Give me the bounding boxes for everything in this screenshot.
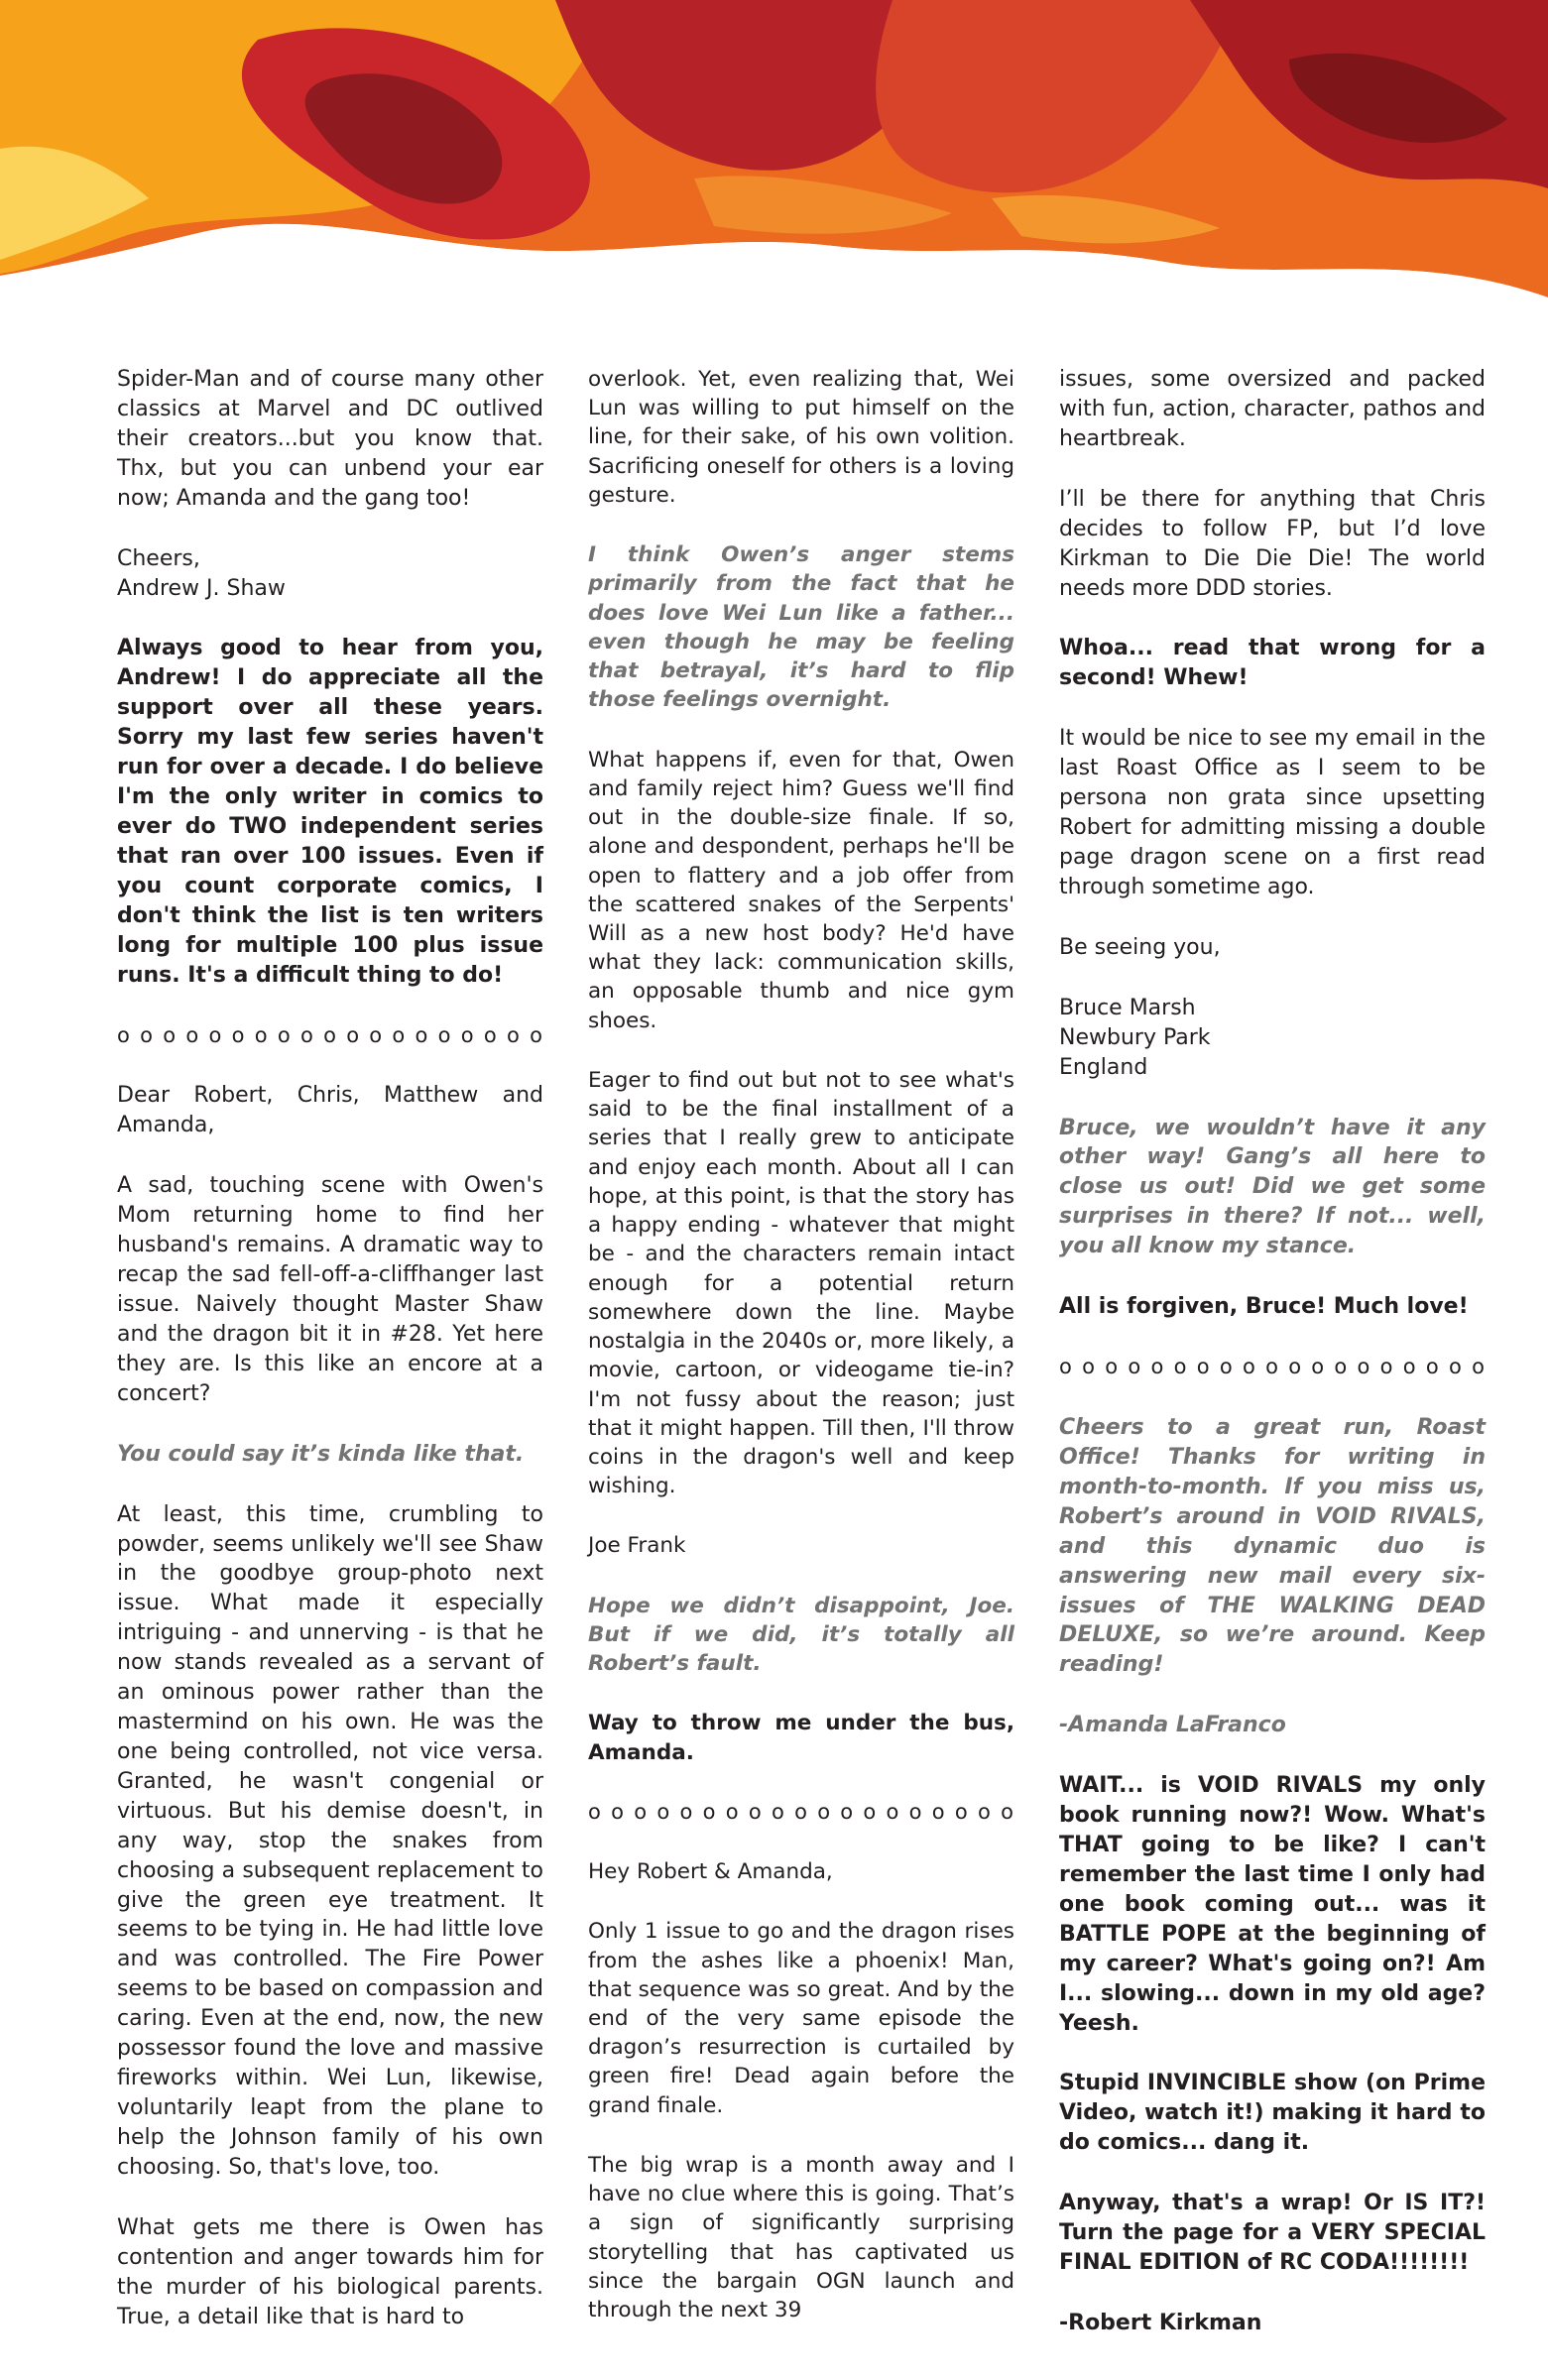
section-separator: o o o o o o o o o o o o o o o o o o o (117, 1022, 543, 1047)
letter-signoff: Be seeing you, (1059, 934, 1221, 960)
signature: Bruce Marsh (1059, 995, 1196, 1020)
editor-reply: I think Owen’s anger stems primarily from the fact that he does love Wei Lun like a father... even though he may be feeling that betrayal, it’s hard to flip those feelings overnight. (588, 542, 1014, 713)
editor-reply: Bruce, we wouldn’t have it any other way! Gang’s all here to close us out! Did we get some surprises in there? If not... well, you all know my stance. (1059, 1115, 1486, 1259)
signature: Joe Frank (588, 1533, 686, 1559)
letter-text: issues, some oversized and packed with fun, action, character, pathos and heartbreak. (1059, 367, 1486, 451)
editor-signature: -Amanda LaFranco (1059, 1713, 1286, 1738)
section-separator: o o o o o o o o o o o o o o o o o o o (588, 1799, 1014, 1824)
signoff-line: Cheers, (117, 545, 200, 571)
letter-text: What gets me there is Owen has contention and anger towards him for the murder of his biological parents. True, a detail like that is hard to (117, 2214, 543, 2329)
letter-text: overlook. Yet, even realizing that, Wei Lun was willing to put himself on the line, for their sake, of his own volition. Sacrificing oneself for others is a loving gesture. (588, 367, 1014, 508)
letter-signature-block (1059, 994, 1486, 1083)
letter-text: At least, this time, crumbling to powder, seems unlikely we'll see Shaw in the goodbye group-photo next issue. What made it especially intriguing - and unnerving - is that he now stands revealed as a servant of an ominous power rather than the mastermind on his own. He was the one being controlled, not vice versa. Granted, he wasn't congenial or virtuous. But his demise doesn't, in any way, stop the snakes from choosing a subsequent replacement to give the green eye treatment. It seems to be tying in. He had little love and was controlled. The Fire Power seems to be based on compassion and caring. Even at the end, now, the new possessor found the love and massive fireworks within. Wei Lun, likewise, voluntarily leapt from the plane to help the Johnson family of his own choosing. So, that's love, too. (117, 1501, 543, 2180)
editor-message: Cheers to a great run, Roast Office! Thanks for writing in month-to-month. If you miss us, Robert’s around in VOID RIVALS, and this dynamic duo is answering new mail every six-issues of THE WALKING DEAD DELUXE, so we’re around. Keep reading! (1059, 1414, 1486, 1678)
letter-text: A sad, touching scene with Owen's Mom returning home to find her husband's remains. A dramatic way to recap the sad fell-off-a-cliffhanger last issue. Naively thought Master Shaw and the dragon bit it in #28. Yet here they are. Is this like an encore at a concert? (117, 1173, 543, 1406)
writer-message: Anyway, that's a wrap! Or IS IT?! Turn the page for a VERY SPECIAL FINAL EDITION of RC CODA!!!!!!!! (1059, 2191, 1486, 2276)
writer-message: Stupid INVINCIBLE show (on Prime Video, watch it!) making it hard to do comics... dang it. (1059, 2071, 1486, 2156)
letter-text: Only 1 issue to go and the dragon rises from the ashes like a phoenix! Man, that sequence was so great. And by the end of the very same episode the dragon’s resurrection is curtailed by green fire! Dead again before the grand finale. (588, 1919, 1014, 2118)
signature-country: England (1059, 1054, 1148, 1080)
letter-salutation: Dear Robert, Chris, Matthew and Amanda, (117, 1083, 543, 1138)
editor-reply: Hope we didn’t disappoint, Joe. But if we did, it’s totally all Robert’s fault. (588, 1593, 1014, 1677)
letter-signoff (117, 544, 543, 604)
writer-reply: Always good to hear from you, Andrew! I do appreciate all the support over all these years. Sorry my last few series haven't run for over a decade. I do believe I'm the only writer in comics to ever do TWO independent series that ran over 100 issues. Even if you count corporate comics, I don't think the list is ten writers long for multiple 100 plus issue runs. It's a difficult thing to do! (117, 636, 543, 988)
letters-column-3 (1059, 365, 1486, 2338)
letter-text: Spider-Man and of course many other classics at Marvel and DC outlived their creators...but you know that. Thx, but you can unbend your ear now; Amanda and the gang too! (117, 367, 543, 511)
writer-message: WAIT... is VOID RIVALS my only book running now?! Wow. What's THAT going to be like? I can't remember the last time I only had one book coming out... was it BATTLE POPE at the beginning of my career? What's going on?! Am I... slowing... down in my old age? Yeesh. (1059, 1773, 1486, 2036)
letter-text: I’ll be there for anything that Chris decides to follow FP, but I’d love Kirkman to Die Die Die! The world needs more DDD stories. (1059, 486, 1486, 601)
letters-column-1 (117, 365, 543, 2331)
letter-text: It would be nice to see my email in the last Roast Office as I seem to be persona non grata since upsetting Robert for admitting missing a double page dragon scene on a first read through sometime ago. (1059, 726, 1486, 899)
letter-salutation: Hey Robert & Amanda, (588, 1859, 833, 1885)
letter-text: The big wrap is a month away and I have no clue where this is going. That’s a sign of significantly surprising storytelling that has captivated us since the bargain OGN launch and through the next 39 (588, 2152, 1014, 2323)
writer-reply: All is forgiven, Bruce! Much love! (1059, 1294, 1469, 1320)
letter-text: What happens if, even for that, Owen and family reject him? Guess we'll find out in the double-size finale. If so, alone and despondent, perhaps he'll be open to flattery and a job offer from the scattered snakes of the Serpents' Will as a new host body? He'd have what they lack: communication skills, an opposable thumb and nice gym shoes. (588, 747, 1014, 1033)
fire-header-artwork (0, 0, 1548, 347)
editor-reply: You could say it’s kinda like that. (117, 1441, 525, 1467)
signature: Andrew J. Shaw (117, 575, 286, 601)
writer-signature: -Robert Kirkman (1059, 2311, 1262, 2336)
letter-text: Eager to find out but not to see what's said to be the final installment of a series that I really grew to anticipate and enjoy each month. About all I can hope, at this point, is that the story has a happy ending - whatever that might be - and the characters remain intact enough for a potential return somewhere down the line. Maybe nostalgia in the 2040s or, more likely, a movie, cartoon, or videogame tie-in? I'm not fussy about the reason; just that it might happen. Till then, I'll throw coins in the dragon's well and keep wishing. (588, 1067, 1014, 1499)
signature-location: Newbury Park (1059, 1024, 1211, 1050)
section-separator: o o o o o o o o o o o o o o o o o o o (1059, 1355, 1486, 1379)
writer-reply: Whoa... read that wrong for a second! Whew! (1059, 636, 1486, 691)
letters-column-2 (588, 365, 1014, 2324)
writer-reply: Way to throw me under the bus, Amanda. (588, 1711, 1014, 1765)
